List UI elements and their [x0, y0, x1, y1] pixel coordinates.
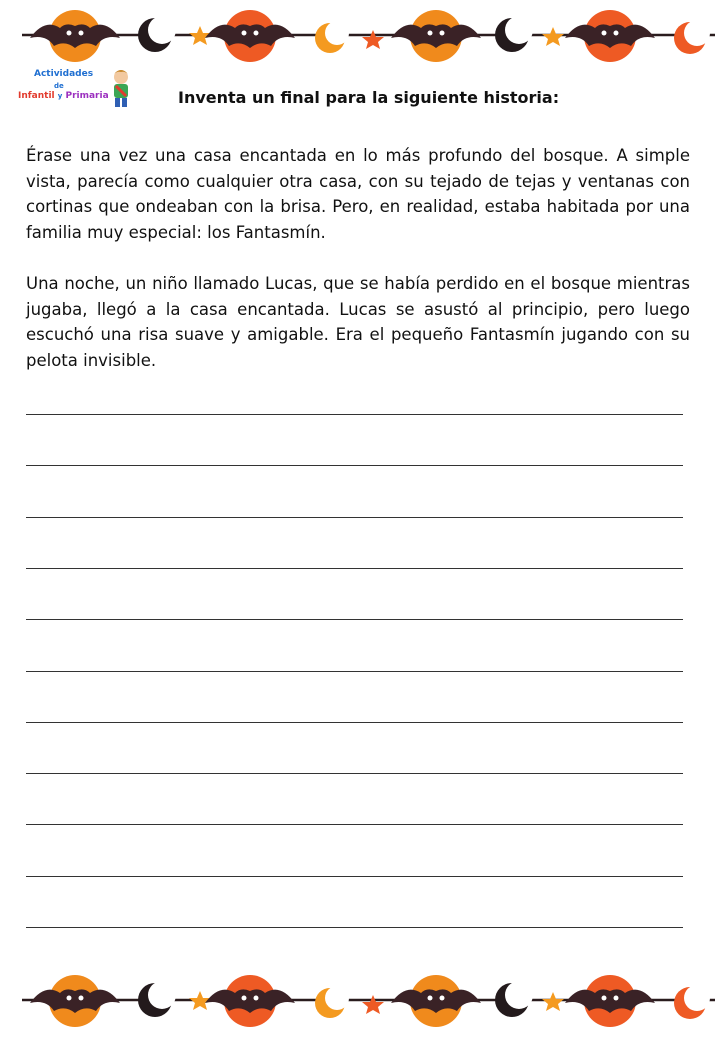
moon-icon — [138, 981, 176, 1017]
logo-line-3 — [18, 91, 109, 101]
bat-icon — [30, 10, 120, 62]
bat-icon — [205, 10, 295, 62]
writing-line[interactable] — [26, 773, 683, 774]
story-paragraph-1: Érase una vez una casa encantada en lo más profundo del bosque. A simple vista, parecía como cualquier otra casa, con su tejado de tejas y ventanas con cortinas que ondeaban con la brisa. Pero, en realidad, estaba habitada por una familia muy especial: los Fantasmín. — [26, 146, 690, 242]
moon-icon — [674, 985, 710, 1019]
worksheet-title: Inventa un final para la siguiente historia: — [178, 88, 560, 107]
logo-line-2: de — [54, 82, 64, 90]
writing-line[interactable] — [26, 414, 683, 415]
writing-line[interactable] — [26, 927, 683, 928]
logo-word-y: y — [57, 92, 63, 100]
writing-line[interactable] — [26, 619, 683, 620]
star-icon — [362, 30, 384, 49]
child-mascot-icon — [108, 68, 134, 108]
bat-icon — [391, 10, 481, 62]
bat-icon — [205, 975, 295, 1027]
moon-icon — [315, 986, 349, 1018]
writing-line[interactable] — [26, 876, 683, 877]
writing-line[interactable] — [26, 465, 683, 466]
moon-icon — [495, 16, 533, 52]
logo-line-1: Actividades — [34, 69, 94, 79]
writing-line[interactable] — [26, 671, 683, 672]
moon-icon — [138, 16, 176, 52]
star-icon — [542, 992, 564, 1011]
moon-icon — [315, 21, 349, 53]
halloween-garland-top — [0, 0, 720, 70]
logo-word-infantil: Infantil — [18, 91, 55, 101]
writing-line[interactable] — [26, 568, 683, 569]
bat-icon — [391, 975, 481, 1027]
story-paragraph-2: Una noche, un niño llamado Lucas, que se había perdido en el bosque mientras jugaba, llegó a la casa encantada. Lucas se asustó al principio, pero luego escuchó una risa suave y amigable. Era el pequeño Fantasmín jugando con su pelota invisible. — [26, 274, 690, 370]
star-icon — [362, 995, 384, 1014]
bat-icon — [565, 975, 655, 1027]
writing-line[interactable] — [26, 517, 683, 518]
star-icon — [542, 27, 564, 46]
moon-icon — [495, 981, 533, 1017]
writing-line[interactable] — [26, 722, 683, 723]
writing-line[interactable] — [26, 824, 683, 825]
moon-icon — [674, 20, 710, 54]
bat-icon — [565, 10, 655, 62]
publisher-logo — [16, 66, 142, 112]
logo-word-primaria: Primaria — [65, 91, 109, 101]
bat-icon — [30, 975, 120, 1027]
halloween-garland-bottom — [0, 965, 720, 1035]
